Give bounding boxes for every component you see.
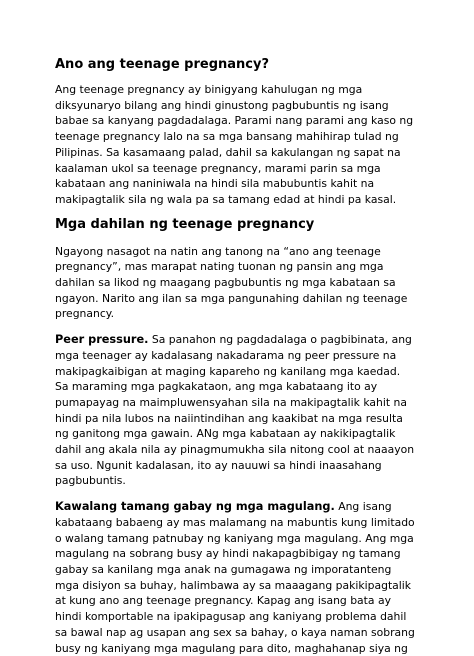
peer-pressure-paragraph [55, 332, 434, 489]
text-line: pumapayag na maimpluwensyahan sila na makipagtalik kahit na [55, 395, 434, 411]
text-line: hindi pa nila lubos na naiintindihan ang kaakibat na mga resulta [55, 411, 434, 427]
text-line: hindi komportable na ipakipagusap ang kaniyang problema dahil [55, 609, 434, 625]
text-line: teenage pregnancy lalo na sa mga bansang mahihirap tulad ng [55, 129, 434, 145]
text-line: Sa maraming mga pagkakataon, ang mga kabataang ito ay [55, 379, 434, 395]
peer-pressure-first-line: Sa panahon ng pagdadalaga o pagbibinata, ang [148, 333, 411, 346]
text-line: mga disiyon sa buhay, halimbawa ay sa maaagang pakikipagtalik [55, 578, 434, 594]
text-line: pagbubuntis. [55, 473, 434, 489]
text-line: kabataang babaeng ay mas malamang na mabuntis kung limitado [55, 515, 434, 531]
text-line: diksyunaryo bilang ang hindi ginustong pagbubuntis ng isang [55, 98, 434, 114]
text-line: sa uso. Ngunit kadalasan, ito ay nauuwi sa hindi inaasahang [55, 458, 434, 474]
text-line: dahil ang akala nila ay pinagmumukha sila nitong cool at naaayon [55, 442, 434, 458]
text-line [55, 332, 434, 348]
text-line: makipagtalik sila ng wala pa sa tamang edad at hindi pa kasal. [55, 192, 434, 208]
text-line: babae sa kanyang pagdadalaga. Parami nang parami ang kaso ng [55, 113, 434, 129]
text-line: pregnancy”, mas marapat nating tuonan ng pansin ang mga [55, 259, 434, 275]
intro-paragraph [55, 244, 434, 323]
text-line: pregnancy. [55, 306, 434, 322]
text-line: Pilipinas. Sa kasamaang palad, dahil sa kakulangan ng sapat na [55, 145, 434, 161]
text-line [55, 499, 434, 515]
text-line: Ngayong nasagot na natin ang tanong na “ano ang teenage [55, 244, 434, 260]
text-line: makipagkaibigan at maging kapareho ng kanilang mga kaedad. [55, 364, 434, 380]
text-line: busy ng kaniyang mga magulang para dito, maghahanap siya ng [55, 641, 434, 656]
text-line: ngayon. Narito ang ilan sa mga pangunahing dahilan ng teenage [55, 291, 434, 307]
text-line: magulang na sobrang busy ay hindi nakapagbibigay ng tamang [55, 546, 434, 562]
definition-paragraph [55, 82, 434, 208]
text-line: mga teenager ay kadalasang nakadarama ng peer pressure na [55, 348, 434, 364]
text-line: o walang tamang patnubay ng kaniyang mga magulang. Ang mga [55, 531, 434, 547]
section-heading-reasons: Mga dahilan ng teenage pregnancy [55, 216, 434, 234]
text-line: at kung ano ang teenage pregnancy. Kapag ang isang bata ay [55, 593, 434, 609]
parental-guidance-first-line: Ang isang [335, 500, 392, 513]
text-line: gabay sa kanilang mga anak na gumagawa ng imporatanteng [55, 562, 434, 578]
text-line: kaalaman ukol sa teenage pregnancy, marami parin sa mga [55, 161, 434, 177]
text-line: ng ganitong mga gawain. ANg mga kabataan ay nakikipagtalik [55, 426, 434, 442]
text-line: dahilan sa likod ng maagang pagbubuntis ng mga kabataan sa [55, 275, 434, 291]
text-line: sa bawal nap ag usapan ang sex sa bahay, o kaya naman sobrang [55, 625, 434, 641]
parental-guidance-paragraph [55, 499, 434, 656]
text-line: Ang teenage pregnancy ay binigyang kahulugan ng mga [55, 82, 434, 98]
peer-pressure-lead: Peer pressure. [55, 333, 148, 346]
text-line: kabataan ang naniniwala na hindi sila mabubuntis kahit na [55, 176, 434, 192]
parental-guidance-lead: Kawalang tamang gabay ng mga magulang. [55, 500, 335, 513]
section-heading-what-is: Ano ang teenage pregnancy? [55, 56, 434, 74]
